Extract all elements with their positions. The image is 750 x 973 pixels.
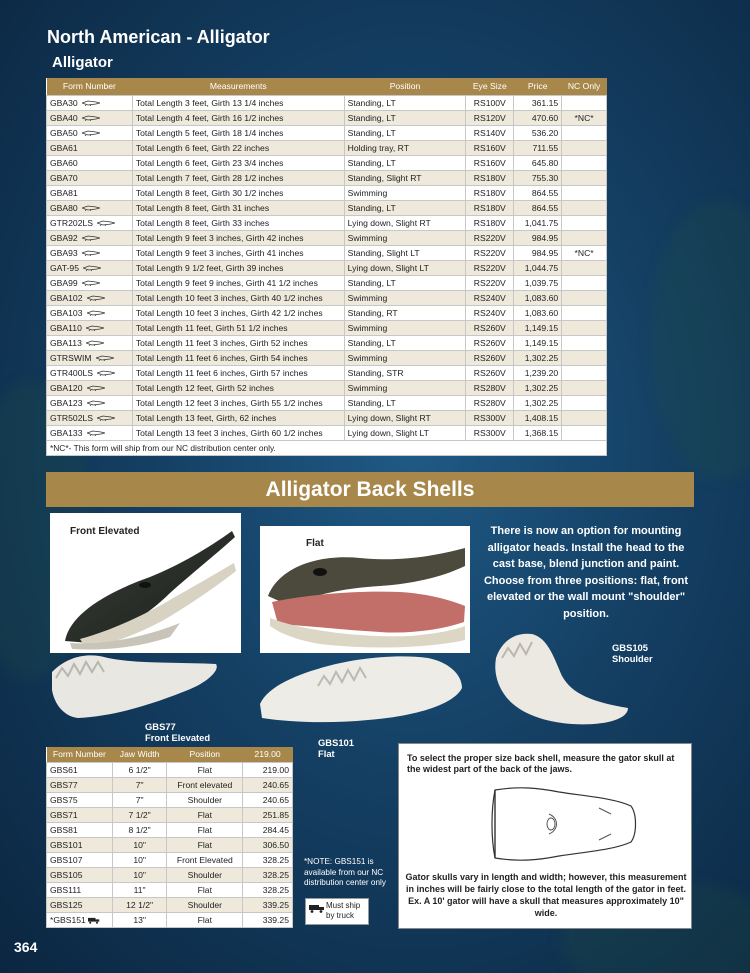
cell-eye-size: RS120V <box>466 110 514 125</box>
cell-position: Standing, LT <box>344 275 466 290</box>
cell-price: 1,039.75 <box>514 275 562 290</box>
cell-nc-only <box>562 155 607 170</box>
cell-form: GBS101 <box>47 837 113 852</box>
cell-position: Flat <box>167 882 243 897</box>
cell-price: 470.60 <box>514 110 562 125</box>
table-row <box>47 320 607 335</box>
gator-icon <box>86 340 104 346</box>
cell-form: GTR502LS <box>47 410 133 425</box>
cell-jaw-width: 7" <box>112 792 167 807</box>
measurement-explanation-text: Gator skulls vary in length and width; however, this measurement in inches will be fairly close to the total length of the gator in feet. Ex. A 10' gator will have a skull that measures approximately 10" wide. <box>405 872 687 918</box>
cell-nc-only <box>562 425 607 440</box>
cell-position: Flat <box>167 837 243 852</box>
cell-eye-size: RS180V <box>466 170 514 185</box>
cell-measurements: Total Length 9 1/2 feet, Girth 39 inches <box>132 260 344 275</box>
cell-form: GBA70 <box>47 170 133 185</box>
cell-jaw-width: 12 1/2" <box>112 897 167 912</box>
cell-position: Swimming <box>344 185 466 200</box>
must-ship-by-truck-box: Must ship by truck <box>305 898 369 925</box>
cell-price: 1,044.75 <box>514 260 562 275</box>
cell-measurements: Total Length 10 feet 3 inches, Girth 42 1/2 inches <box>132 305 344 320</box>
cell-form: GBA133 <box>47 425 133 440</box>
cell-measurements: Total Length 9 feet 3 inches, Girth 41 inches <box>132 245 344 260</box>
cell-eye-size: RS180V <box>466 200 514 215</box>
table-row <box>47 822 293 837</box>
cell-nc-only <box>562 410 607 425</box>
cell-form: GBA40 <box>47 110 133 125</box>
cell-jaw-width: 6 1/2" <box>112 762 167 777</box>
cell-jaw-width: 11" <box>112 882 167 897</box>
table-row <box>47 125 607 140</box>
cell-price: 361.15 <box>514 95 562 110</box>
table-row <box>47 837 293 852</box>
label-gbs101: GBS101 Flat <box>318 737 354 759</box>
cell-eye-size: RS180V <box>466 215 514 230</box>
table-row <box>47 395 607 410</box>
cell-nc-only <box>562 95 607 110</box>
cell-nc-only <box>562 215 607 230</box>
cell-measurements: Total Length 9 feet 3 inches, Girth 42 inches <box>132 230 344 245</box>
cell-form: GBA120 <box>47 380 133 395</box>
cell-form: GBS81 <box>47 822 113 837</box>
cell-position: Flat <box>167 912 243 927</box>
cell-price: 1,302.25 <box>514 350 562 365</box>
cell-form: GBA93 <box>47 245 133 260</box>
table-row <box>47 290 607 305</box>
cell-eye-size: RS300V <box>466 410 514 425</box>
table-row <box>47 170 607 185</box>
nc-footnote: *NC*- This form will ship from our NC distribution center only. <box>47 440 607 455</box>
cell-position: Front Elevated <box>167 852 243 867</box>
measurement-instruction-text: To select the proper size back shell, measure the gator skull at the widest part of the back of the jaws. <box>407 753 675 774</box>
table-row <box>47 110 607 125</box>
gator-icon <box>82 235 100 241</box>
cell-form: GBA60 <box>47 155 133 170</box>
cell-position: Front elevated <box>167 777 243 792</box>
table-row <box>47 275 607 290</box>
cell-form: GBA80 <box>47 200 133 215</box>
table-row <box>47 897 293 912</box>
cell-position: Swimming <box>344 230 466 245</box>
gator-icon <box>87 385 105 391</box>
cell-form: *GBS151 <box>47 912 113 927</box>
cell-eye-size: RS140V <box>466 125 514 140</box>
cell-eye-size: RS180V <box>466 185 514 200</box>
table-row <box>47 852 293 867</box>
cell-position: Swimming <box>344 290 466 305</box>
cell-eye-size: RS220V <box>466 275 514 290</box>
truck-icon <box>88 917 100 924</box>
gator-icon <box>82 100 100 106</box>
cell-eye-size: RS220V <box>466 230 514 245</box>
alligator-forms-table <box>46 78 607 456</box>
gator-icon <box>87 295 105 301</box>
cell-measurements: Total Length 11 feet 6 inches, Girth 57 inches <box>132 365 344 380</box>
cell-nc-only <box>562 185 607 200</box>
measurement-instructions-box <box>398 743 692 929</box>
cell-jaw-width: 10" <box>112 837 167 852</box>
cell-form: GTR400LS <box>47 365 133 380</box>
cell-price: 240.65 <box>243 777 293 792</box>
table-row <box>47 305 607 320</box>
cell-price: 1,149.15 <box>514 320 562 335</box>
cell-nc-only <box>562 140 607 155</box>
cell-position: Flat <box>167 807 243 822</box>
gator-icon <box>97 415 115 421</box>
cell-form: GBA92 <box>47 230 133 245</box>
table-row <box>47 200 607 215</box>
cell-eye-size: RS220V <box>466 260 514 275</box>
cell-price: 1,302.25 <box>514 395 562 410</box>
cell-position: Lying down, Slight LT <box>344 425 466 440</box>
table-row <box>47 380 607 395</box>
cell-eye-size: RS160V <box>466 140 514 155</box>
cell-form: GBS107 <box>47 852 113 867</box>
cell-nc-only <box>562 125 607 140</box>
cell-nc-only <box>562 380 607 395</box>
cell-price: 284.45 <box>243 822 293 837</box>
cell-nc-only <box>562 260 607 275</box>
cell-price: 864.55 <box>514 200 562 215</box>
table-row <box>47 425 607 440</box>
cell-price: 339.25 <box>243 897 293 912</box>
cell-jaw-width: 8 1/2" <box>112 822 167 837</box>
cell-eye-size: RS240V <box>466 305 514 320</box>
cell-position: Flat <box>167 822 243 837</box>
cell-position: Standing, Slight RT <box>344 170 466 185</box>
table-row <box>47 882 293 897</box>
cell-form: GBS61 <box>47 762 113 777</box>
table-row <box>47 867 293 882</box>
cell-form: GAT-95 <box>47 260 133 275</box>
cell-nc-only <box>562 170 607 185</box>
table-row <box>47 245 607 260</box>
cell-nc-only <box>562 200 607 215</box>
col-price: Price <box>514 78 562 95</box>
col-price: 219.00 <box>243 747 293 762</box>
cell-price: 251.85 <box>243 807 293 822</box>
cell-form: GBA99 <box>47 275 133 290</box>
cell-nc-only <box>562 320 607 335</box>
table-row <box>47 777 293 792</box>
cell-measurements: Total Length 13 feet 3 inches, Girth 60 1/2 inches <box>132 425 344 440</box>
gator-icon <box>82 250 100 256</box>
label-front-elevated: Front Elevated <box>70 526 140 537</box>
cell-form: GBS111 <box>47 882 113 897</box>
gator-icon <box>87 400 105 406</box>
cell-position: Swimming <box>344 320 466 335</box>
gator-icon <box>97 220 115 226</box>
cell-price: 328.25 <box>243 867 293 882</box>
table-row <box>47 260 607 275</box>
cell-position: Lying down, Slight RT <box>344 410 466 425</box>
cell-eye-size: RS260V <box>466 320 514 335</box>
cell-price: 984.95 <box>514 230 562 245</box>
cell-measurements: Total Length 5 feet, Girth 18 1/4 inches <box>132 125 344 140</box>
cell-form: GTR202LS <box>47 215 133 230</box>
cell-jaw-width: 10" <box>112 852 167 867</box>
cell-position: Standing, LT <box>344 335 466 350</box>
table-row <box>47 365 607 380</box>
cell-position: Standing, LT <box>344 200 466 215</box>
cell-form: GBA103 <box>47 305 133 320</box>
cell-price: 1,239.20 <box>514 365 562 380</box>
cell-eye-size: RS220V <box>466 245 514 260</box>
cell-position: Holding tray, RT <box>344 140 466 155</box>
photo-flat <box>260 526 470 653</box>
gator-icon <box>82 280 100 286</box>
table-row <box>47 410 607 425</box>
cell-nc-only <box>562 230 607 245</box>
shell-gbs105-image <box>492 628 632 728</box>
gator-icon <box>87 310 105 316</box>
cell-measurements: Total Length 11 feet, Girth 51 1/2 inches <box>132 320 344 335</box>
cell-measurements: Total Length 11 feet 3 inches, Girth 52 inches <box>132 335 344 350</box>
cell-price: 1,149.15 <box>514 335 562 350</box>
table-row <box>47 140 607 155</box>
gator-icon <box>86 325 104 331</box>
cell-nc-only: *NC* <box>562 245 607 260</box>
gator-icon <box>87 430 105 436</box>
gator-icon <box>83 265 101 271</box>
cell-measurements: Total Length 8 feet, Girth 33 inches <box>132 215 344 230</box>
cell-measurements: Total Length 8 feet, Girth 31 inches <box>132 200 344 215</box>
gbs151-ship-note: *NOTE: GBS151 is available from our NC distribution center only <box>304 857 386 887</box>
cell-form: GBS75 <box>47 792 113 807</box>
cell-form: GBA50 <box>47 125 133 140</box>
cell-form: GBA123 <box>47 395 133 410</box>
gator-icon <box>97 370 115 376</box>
shell-gbs77-image <box>48 650 220 720</box>
label-gbs105: GBS105 Shoulder <box>612 642 653 664</box>
cell-price: 864.55 <box>514 185 562 200</box>
cell-form: GBA110 <box>47 320 133 335</box>
cell-eye-size: RS280V <box>466 395 514 410</box>
cell-position: Shoulder <box>167 897 243 912</box>
cell-position: Standing, LT <box>344 395 466 410</box>
cell-measurements: Total Length 8 feet, Girth 30 1/2 inches <box>132 185 344 200</box>
cell-eye-size: RS280V <box>466 380 514 395</box>
back-shells-table <box>46 747 293 928</box>
cell-measurements: Total Length 12 feet, Girth 52 inches <box>132 380 344 395</box>
cell-measurements: Total Length 6 feet, Girth 23 3/4 inches <box>132 155 344 170</box>
cell-jaw-width: 13" <box>112 912 167 927</box>
back-shells-banner: Alligator Back Shells <box>46 472 694 507</box>
cell-price: 755.30 <box>514 170 562 185</box>
table-row <box>47 95 607 110</box>
cell-form: GBA61 <box>47 140 133 155</box>
cell-measurements: Total Length 13 feet, Girth, 62 inches <box>132 410 344 425</box>
table-row <box>47 335 607 350</box>
table-header-row <box>47 747 293 762</box>
cell-jaw-width: 7" <box>112 777 167 792</box>
cell-price: 1,041.75 <box>514 215 562 230</box>
cell-jaw-width: 7 1/2" <box>112 807 167 822</box>
cell-nc-only <box>562 395 607 410</box>
cell-measurements: Total Length 11 feet 6 inches, Girth 54 inches <box>132 350 344 365</box>
col-nc-only: NC Only <box>562 78 607 95</box>
cell-nc-only: *NC* <box>562 110 607 125</box>
gator-icon <box>82 115 100 121</box>
shell-gbs101-image <box>258 650 464 725</box>
gator-icon <box>82 130 100 136</box>
cell-form: GBS71 <box>47 807 113 822</box>
col-form-number: Form Number <box>47 78 133 95</box>
cell-eye-size: RS260V <box>466 365 514 380</box>
gator-icon <box>82 205 100 211</box>
cell-position: Flat <box>167 762 243 777</box>
cell-price: 328.25 <box>243 852 293 867</box>
cell-form: GBA30 <box>47 95 133 110</box>
cell-nc-only <box>562 290 607 305</box>
cell-price: 1,368.15 <box>514 425 562 440</box>
cell-price: 306.50 <box>243 837 293 852</box>
cell-position: Shoulder <box>167 867 243 882</box>
cell-position: Standing, Slight LT <box>344 245 466 260</box>
cell-price: 1,083.60 <box>514 305 562 320</box>
cell-price: 219.00 <box>243 762 293 777</box>
cell-form: GBA113 <box>47 335 133 350</box>
cell-position: Lying down, Slight LT <box>344 260 466 275</box>
cell-position: Swimming <box>344 350 466 365</box>
table-row <box>47 155 607 170</box>
cell-position: Standing, RT <box>344 305 466 320</box>
cell-eye-size: RS300V <box>466 425 514 440</box>
cell-form: GBA102 <box>47 290 133 305</box>
page-title: North American - Alligator <box>47 27 270 47</box>
label-gbs77: GBS77 Front Elevated <box>145 721 211 743</box>
cell-price: 240.65 <box>243 792 293 807</box>
table-row <box>47 792 293 807</box>
cell-eye-size: RS100V <box>466 95 514 110</box>
truck-icon <box>309 904 325 913</box>
table-header-row <box>47 78 607 95</box>
cell-eye-size: RS260V <box>466 335 514 350</box>
cell-price: 711.55 <box>514 140 562 155</box>
table-row <box>47 350 607 365</box>
cell-nc-only <box>562 305 607 320</box>
section-subtitle: Alligator <box>52 54 113 71</box>
table-row <box>47 762 293 777</box>
cell-position: Lying down, Slight RT <box>344 215 466 230</box>
cell-price: 645.80 <box>514 155 562 170</box>
cell-price: 1,408.15 <box>514 410 562 425</box>
gator-skull-diagram <box>489 784 639 864</box>
cell-position: Standing, LT <box>344 95 466 110</box>
cell-nc-only <box>562 350 607 365</box>
forms-table-body <box>47 95 607 455</box>
table-row <box>47 185 607 200</box>
table-row <box>47 807 293 822</box>
cell-form: GBS125 <box>47 897 113 912</box>
cell-nc-only <box>562 365 607 380</box>
back-shell-description: There is now an option for mounting alligator heads. Install the head to the cast base, blend junction and paint. Choose from three positions: flat, front elevated or the wall mount "shoulder" position. <box>483 525 689 620</box>
cell-measurements: Total Length 7 feet, Girth 28 1/2 inches <box>132 170 344 185</box>
cell-eye-size: RS240V <box>466 290 514 305</box>
cell-position: Standing, LT <box>344 125 466 140</box>
cell-form: GBA81 <box>47 185 133 200</box>
shell-table-body <box>47 762 293 927</box>
cell-measurements: Total Length 12 feet 3 inches, Girth 55 1/2 inches <box>132 395 344 410</box>
cell-nc-only <box>562 275 607 290</box>
table-row <box>47 912 293 927</box>
col-form-number: Form Number <box>47 747 113 762</box>
cell-eye-size: RS260V <box>466 350 514 365</box>
table-row <box>47 230 607 245</box>
col-measurements: Measurements <box>132 78 344 95</box>
cell-position: Standing, STR <box>344 365 466 380</box>
cell-position: Shoulder <box>167 792 243 807</box>
cell-price: 339.25 <box>243 912 293 927</box>
footnote-row <box>47 440 607 455</box>
cell-measurements: Total Length 6 feet, Girth 22 inches <box>132 140 344 155</box>
col-jaw-width: Jaw Width <box>112 747 167 762</box>
gator-head-flat-image <box>260 526 470 653</box>
cell-form: GBS77 <box>47 777 113 792</box>
cell-price: 984.95 <box>514 245 562 260</box>
cell-position: Standing, LT <box>344 110 466 125</box>
cell-form: GTRSWIM <box>47 350 133 365</box>
gator-icon <box>96 355 114 361</box>
col-position: Position <box>344 78 466 95</box>
cell-price: 536.20 <box>514 125 562 140</box>
col-eye-size: Eye Size <box>466 78 514 95</box>
cell-measurements: Total Length 10 feet 3 inches, Girth 40 1/2 inches <box>132 290 344 305</box>
cell-price: 1,083.60 <box>514 290 562 305</box>
cell-nc-only <box>562 335 607 350</box>
cell-price: 1,302.25 <box>514 380 562 395</box>
page-number: 364 <box>14 939 38 955</box>
cell-position: Standing, LT <box>344 155 466 170</box>
table-row <box>47 215 607 230</box>
cell-eye-size: RS160V <box>466 155 514 170</box>
cell-price: 328.25 <box>243 882 293 897</box>
cell-measurements: Total Length 4 feet, Girth 16 1/2 inches <box>132 110 344 125</box>
cell-form: GBS105 <box>47 867 113 882</box>
cell-position: Swimming <box>344 380 466 395</box>
label-flat: Flat <box>306 538 324 549</box>
cell-jaw-width: 10" <box>112 867 167 882</box>
cell-measurements: Total Length 3 feet, Girth 13 1/4 inches <box>132 95 344 110</box>
col-position: Position <box>167 747 243 762</box>
cell-measurements: Total Length 9 feet 9 inches, Girth 41 1/2 inches <box>132 275 344 290</box>
